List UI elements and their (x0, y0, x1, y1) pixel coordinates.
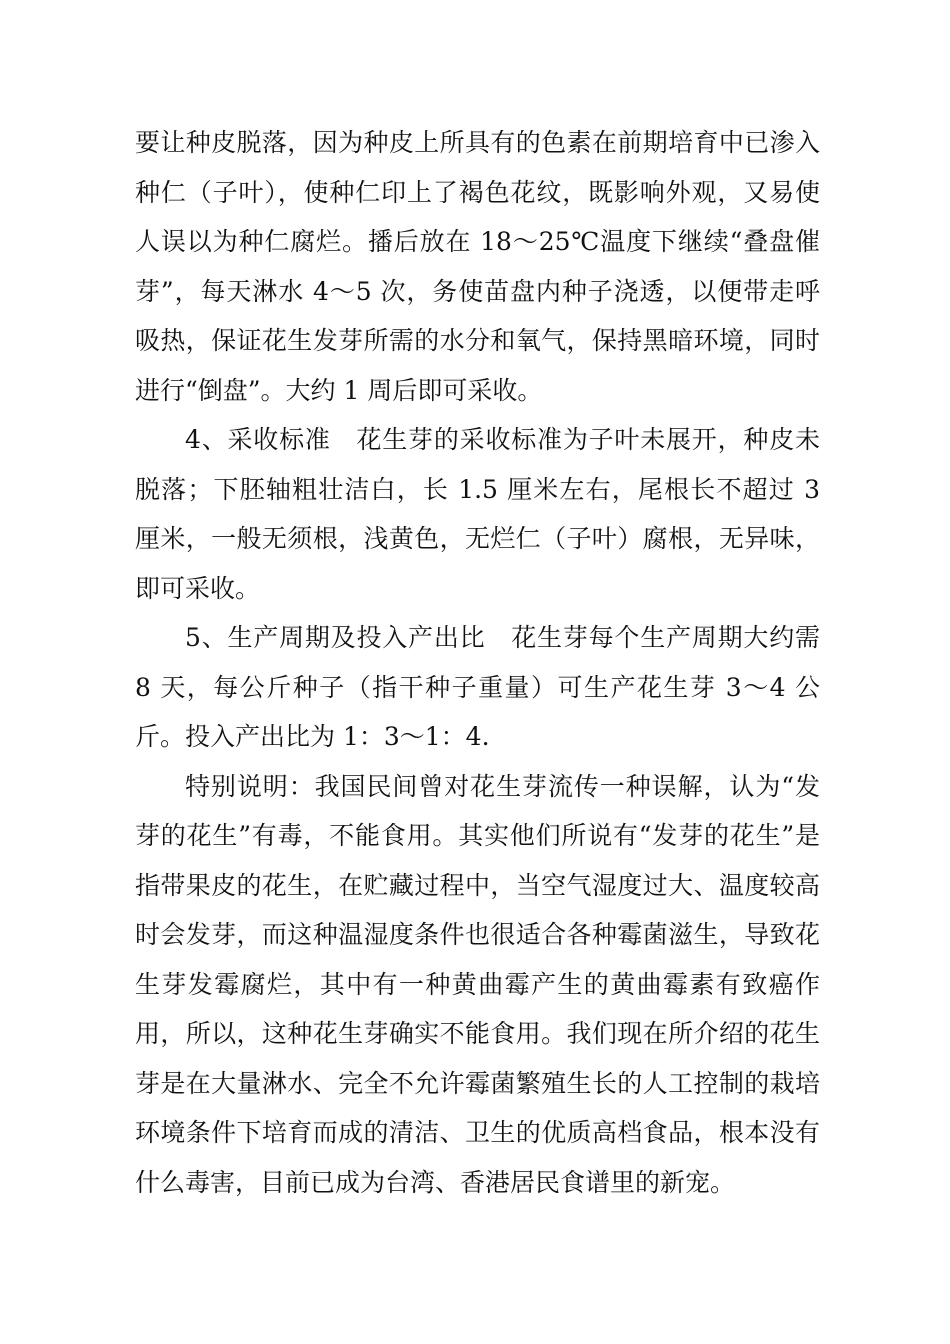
document-body (135, 118, 820, 1207)
paragraph-continuation: 要让种皮脱落，因为种皮上所具有的色素在前期培育中已渗入种仁（子叶），使种仁印上了褐色花纹，既影响外观，又易使人误以为种仁腐烂。播后放在 18～25℃温度下继续“叠盘催芽”，每天淋水 4～5 次，务使苗盘内种子浇透，以便带走呼吸热，保证花生发芽所需的水分和氧气，保持黑暗环境，同时进行“倒盘”。大约 1 周后即可采收。 (135, 128, 820, 405)
paragraph-harvest-standard: 4、采收标准 花生芽的采收标准为子叶未展开，种皮未脱落；下胚轴粗壮洁白，长 1.5 厘米左右，尾根长不超过 3 厘米，一般无须根，浅黄色，无烂仁（子叶）腐根，无异味，即可采收。 (135, 425, 820, 603)
paragraph-special-note: 特别说明：我国民间曾对花生芽流传一种误解，认为“发芽的花生”有毒，不能食用。其实他们所说有“发芽的花生”是指带果皮的花生，在贮藏过程中，当空气湿度过大、温度较高时会发芽，而这种温湿度条件也很适合各种霉菌滋生，导致花生芽发霉腐烂，其中有一种黄曲霉产生的黄曲霉素有致癌作用，所以，这种花生芽确实不能食用。我们现在所介绍的花生芽是在大量淋水、完全不允许霉菌繁殖生长的人工控制的栽培环境条件下培育而成的清洁、卫生的优质高档食品，根本没有什么毒害，目前已成为台湾、香港居民食谱里的新宠。 (135, 771, 820, 1197)
paragraph-production-cycle: 5、生产周期及投入产出比 花生芽每个生产周期大约需 8 天，每公斤种子（指干种子重量）可生产花生芽 3～4 公斤。投入产出比为 1：3～1：4. (135, 623, 820, 751)
